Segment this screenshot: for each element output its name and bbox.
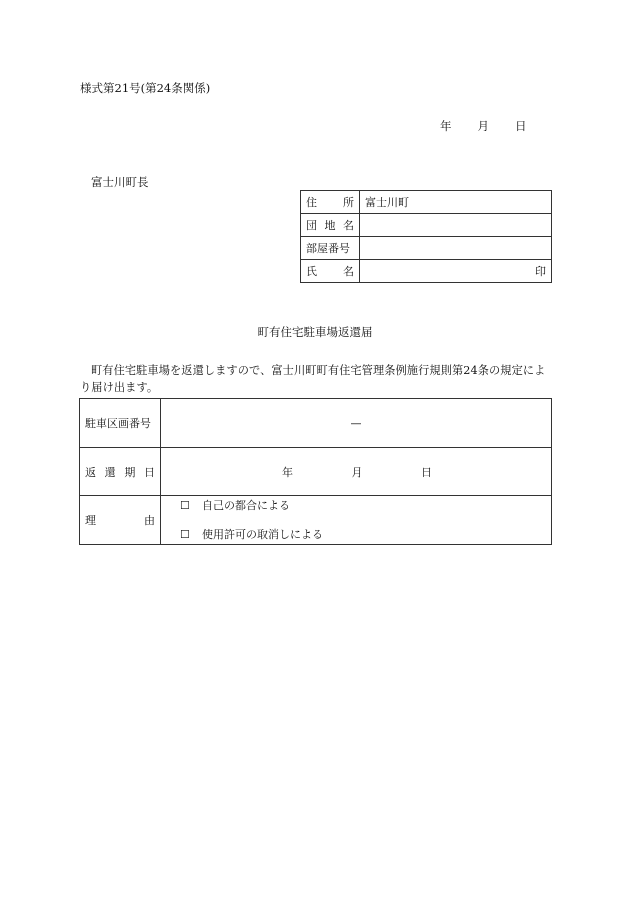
applicant-info-table bbox=[300, 190, 552, 283]
document-title: 町有住宅駐車場返還届 bbox=[257, 325, 373, 339]
checkbox-icon[interactable]: ☐ bbox=[180, 527, 190, 541]
document-body: 町有住宅駐車場を返還しますので、富士川町町有住宅管理条例施行規則第24条の規定により届け出ます。 bbox=[80, 364, 546, 394]
complex-name-field[interactable] bbox=[360, 214, 552, 237]
reason-option-own-convenience[interactable]: ☐ 自己の都合による bbox=[180, 498, 290, 512]
room-number-field[interactable] bbox=[360, 237, 552, 260]
reason-label: 理 由 bbox=[80, 496, 161, 545]
seal-mark: 印 bbox=[535, 265, 546, 278]
form-number: 様式第21号(第24条関係) bbox=[80, 81, 211, 95]
applicant-complex-row bbox=[301, 214, 552, 237]
return-date-label: 返 還 期 日 bbox=[80, 448, 161, 496]
date-month-label: 月 bbox=[477, 119, 489, 133]
return-year-label: 年 bbox=[282, 465, 293, 479]
applicant-address-row bbox=[301, 191, 552, 214]
return-details-table bbox=[79, 398, 552, 545]
parking-number-row bbox=[80, 399, 552, 448]
return-date-row bbox=[80, 448, 552, 496]
name-field[interactable] bbox=[360, 260, 552, 283]
parking-number-label: 駐車区画番号 bbox=[80, 399, 161, 448]
return-day-label: 日 bbox=[421, 465, 432, 479]
date-day-label: 日 bbox=[515, 119, 527, 133]
name-label: 氏 名 bbox=[301, 260, 360, 283]
reason-row bbox=[80, 496, 552, 545]
reason-field bbox=[161, 496, 552, 545]
reason-option-permit-revoked[interactable]: ☐ 使用許可の取消しによる bbox=[180, 527, 323, 541]
room-number-label: 部屋番号 bbox=[301, 237, 360, 260]
applicant-room-row bbox=[301, 237, 552, 260]
address-field[interactable]: 富士川町 bbox=[360, 191, 552, 214]
addressee: 富士川町長 bbox=[91, 175, 149, 189]
checkbox-icon[interactable]: ☐ bbox=[180, 498, 190, 512]
parking-number-field[interactable]: — bbox=[161, 399, 552, 448]
complex-name-label: 団 地 名 bbox=[301, 214, 360, 237]
address-label: 住 所 bbox=[301, 191, 360, 214]
applicant-name-row bbox=[301, 260, 552, 283]
return-month-label: 月 bbox=[351, 465, 363, 479]
submission-date bbox=[440, 118, 527, 134]
return-date-field[interactable] bbox=[161, 448, 552, 496]
date-year-label: 年 bbox=[440, 119, 452, 133]
